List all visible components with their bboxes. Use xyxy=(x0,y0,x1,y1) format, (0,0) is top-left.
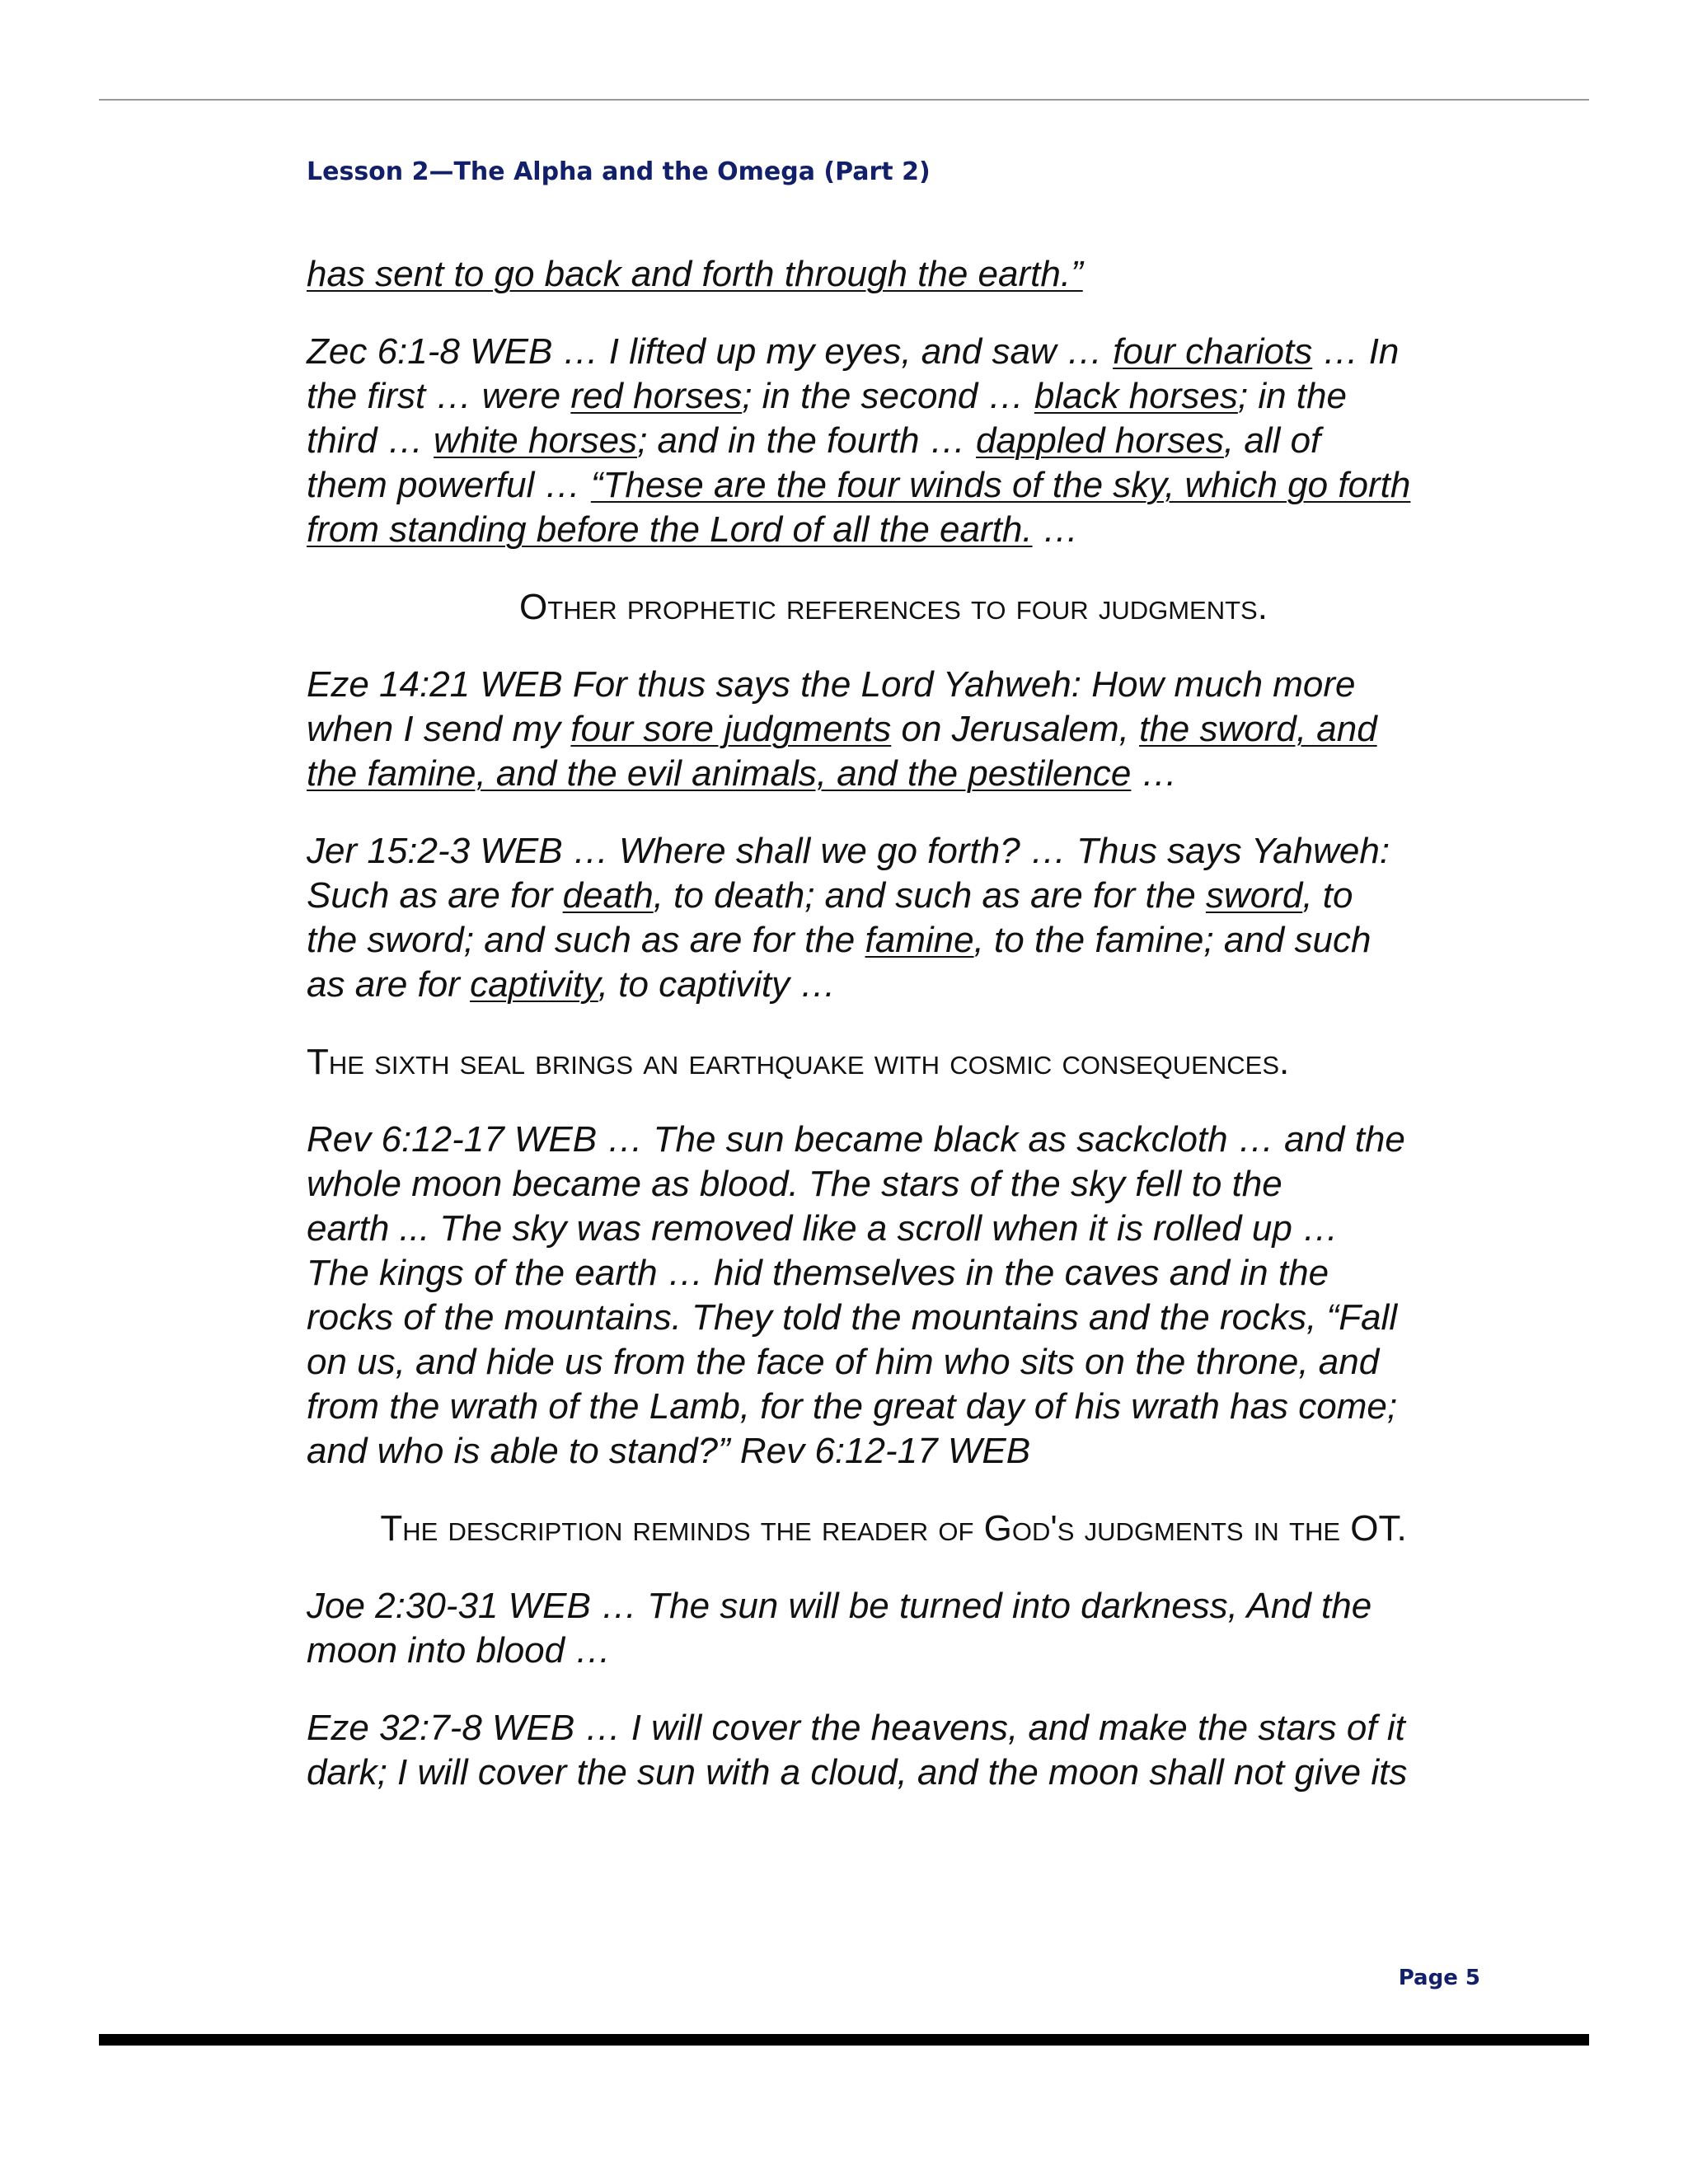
quote-text: , to captivity … xyxy=(598,964,837,1005)
underlined-phrase: the sword, and the famine, and the evil animals, and the pestilence xyxy=(307,709,1377,794)
quote-text: Zec 6:1-8 WEB … I lifted up my eyes, and saw … xyxy=(307,331,1114,372)
underlined-phrase: four chariots xyxy=(1113,331,1313,372)
scripture-quote xyxy=(307,252,1480,297)
underlined-phrase: white horses xyxy=(434,420,638,461)
underlined-phrase: has sent to go back and forth through the earth.” xyxy=(307,254,1083,294)
quote-text: , all of them powerful … xyxy=(307,420,1321,505)
underlined-phrase: “These are the four winds of the sky, which go forth from standing before the Lord of all the earth. xyxy=(307,465,1411,550)
quote-text: , to death; and such as are for the xyxy=(653,875,1206,916)
underlined-phrase: death xyxy=(562,875,654,916)
quote-text: , to the famine; and such as are for xyxy=(307,920,1372,1005)
header-divider xyxy=(99,99,1589,101)
section-heading: The description reminds the reader of God's judgments in the OT. xyxy=(380,1508,1407,1549)
quote-text: Joe 2:30-31 WEB … The sun will be turned into darkness, And the moon into blood … xyxy=(307,1586,1372,1671)
page-header-title: Lesson 2—The Alpha and the Omega (Part 2) xyxy=(307,157,931,186)
underlined-phrase: black horses xyxy=(1034,376,1238,416)
quote-text: … xyxy=(1032,509,1079,550)
quote-text: , to the sword; and such as are for the xyxy=(307,875,1353,960)
quote-text: on Jerusalem, xyxy=(891,709,1140,749)
underlined-phrase: red horses xyxy=(570,376,743,416)
scripture-quote xyxy=(307,663,1480,796)
quote-text: Rev 6:12-17 WEB … The sun became black as sackcloth … and the whole moon became as blood. The stars of the sky fell to the earth ... The sky was removed like a scroll when it is rolled up … The kings of the earth … hid themselves in the caves and in the rocks of the mountains. They told the mountains and the rocks, “Fall on us, and hide us from the face of him who sits on the throne, and from the wrath of the Lamb, for the great day of his wrath has come; and who is able to stand?” Rev 6:12-17 WEB xyxy=(307,1119,1405,1471)
scripture-quote xyxy=(307,829,1480,1007)
quote-text: … xyxy=(1131,753,1178,794)
quote-text: Eze 14:21 WEB For thus says the Lord Yahweh: How much more when I send my xyxy=(307,664,1356,749)
underlined-phrase: captivity xyxy=(470,964,598,1005)
page-number: Page 5 xyxy=(1398,1966,1480,1990)
scripture-quote xyxy=(307,1706,1480,1795)
section-heading: The sixth seal brings an earthquake with cosmic consequences. xyxy=(307,1042,1290,1082)
underlined-phrase: four sore judgments xyxy=(570,709,892,749)
underlined-phrase: sword xyxy=(1205,875,1303,916)
underlined-phrase: famine xyxy=(865,920,974,960)
quote-text: ; in the third … xyxy=(307,376,1347,461)
footer-divider xyxy=(99,2034,1589,2046)
quote-text: … In the first … were xyxy=(307,331,1400,416)
scripture-quote xyxy=(307,330,1480,552)
quote-text: Jer 15:2-3 WEB … Where shall we go forth? … Thus says Yahweh: Such as are for xyxy=(307,831,1390,916)
quote-text: Eze 32:7-8 WEB … I will cover the heavens, and make the stars of it dark; I will cover the sun with a cloud, and the moon shall not give its xyxy=(307,1708,1408,1793)
quote-text: ; and in the fourth … xyxy=(637,420,976,461)
underlined-phrase: dappled horses xyxy=(975,420,1224,461)
scripture-quote xyxy=(307,1584,1480,1673)
quote-text: ; in the second … xyxy=(742,376,1034,416)
section-heading: Other prophetic references to four judgments. xyxy=(519,587,1268,627)
scripture-quote xyxy=(307,1118,1480,1474)
document-body xyxy=(307,252,1480,1828)
